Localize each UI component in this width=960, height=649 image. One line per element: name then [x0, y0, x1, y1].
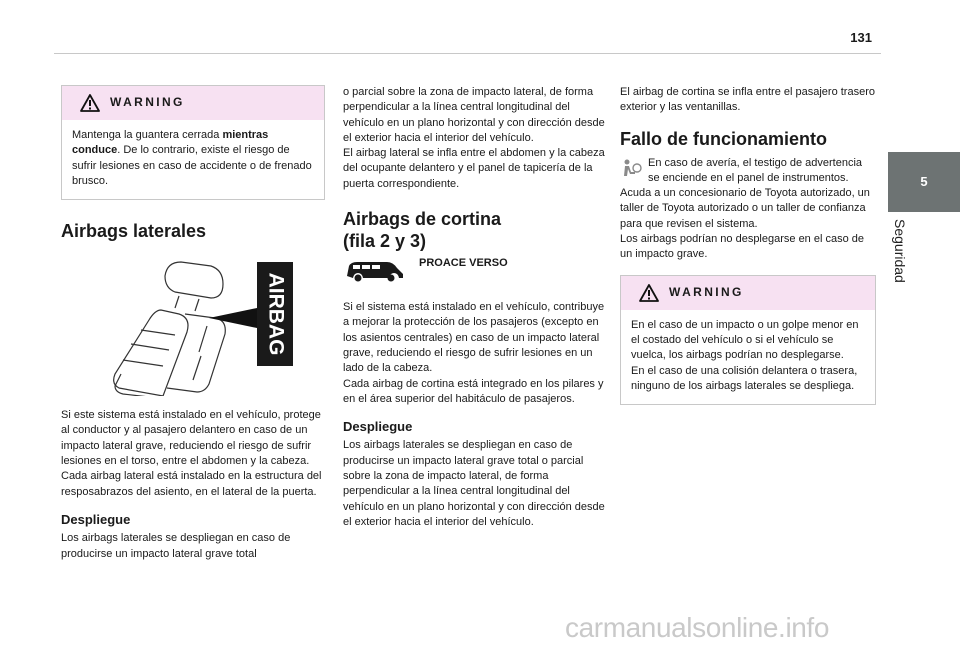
paragraph: Si este sistema está instalado en el vehículo, protege al conductor y al pasajero delantero en caso de un impacto lateral grave, reduciendo el riesgo de sufrir lesiones en el torso, entre el abdomen y la cabeza.: [61, 409, 321, 468]
warning-header: [62, 86, 324, 120]
warning-icon: [639, 284, 659, 302]
paragraph: En el caso de una colisión delantera o trasera, ninguno de los airbags laterales se despliega.: [631, 364, 858, 392]
warning-text-bold: mientras conduce: [72, 129, 269, 157]
column-3: [620, 85, 876, 405]
paragraph: Cada airbag lateral está instalado en la estructura del resposabrazos del asiento, en el lateral de la puerta.: [61, 470, 322, 498]
model-row: [343, 258, 605, 284]
warning-header: [621, 276, 875, 310]
column-2: [343, 85, 605, 530]
column-1: [61, 85, 325, 562]
warning-title: WARNING: [669, 285, 744, 300]
subheading: Despliegue: [343, 419, 413, 435]
header-rule: [54, 53, 881, 54]
paragraph: Los airbags laterales se despliegan en caso de producirse un impacto lateral grave total: [61, 532, 291, 560]
airbag-label: AIRBAG: [264, 272, 288, 356]
seat-airbag-illustration: [61, 256, 311, 396]
van-icon: [343, 258, 407, 284]
warning-icon: [80, 94, 100, 112]
malfunction-block: [620, 156, 876, 232]
section-heading: Fallo de funcionamiento: [620, 128, 828, 149]
section-heading: [343, 208, 605, 252]
warning-box: [620, 275, 876, 405]
paragraph: En caso de avería, el testigo de advertencia se enciende en el panel de instrumentos. Acuda a un concesionario de Toyota autorizado, un taller de Toyota autorizado o un taller de confianza para que revisen el sistema.: [620, 156, 870, 230]
paragraph: Cada airbag de cortina está integrado en los pilares y en el área superior del habitáculo de pasajeros.: [343, 377, 604, 405]
section-tab[interactable]: 5: [888, 152, 960, 212]
warning-text: [621, 310, 875, 404]
warning-text: [62, 120, 324, 199]
subheading: Despliegue: [61, 511, 131, 527]
paragraph: Los airbags laterales se despliegan en caso de producirse un impacto lateral grave total o parcial sobre la zona de impacto lateral, de forma perpendicular a la línea central longitudinal del vehículo en un plano horizontal y con dirección desde el exterior hacia el interior del vehículo.: [343, 439, 605, 528]
heading-line-2: (fila 2 y 3): [343, 231, 427, 252]
airbag-warning-light-icon: [620, 158, 642, 180]
section-label: Seguridad: [892, 219, 908, 283]
paragraph: En el caso de un impacto o un golpe menor en el costado del vehículo o si el vehículo se vuelca, los airbags podrían no desplegarse.: [631, 318, 859, 362]
paragraph: El airbag de cortina se infla entre el pasajero trasero exterior y las ventanillas.: [620, 86, 875, 114]
paragraph: Los airbags podrían no desplegarse en el caso de un impacto grave.: [620, 233, 865, 261]
watermark: carmanualsonline.info: [565, 612, 829, 643]
section-heading: Airbags laterales: [61, 221, 207, 242]
warning-title: WARNING: [110, 95, 185, 110]
paragraph: El airbag lateral se infla entre el abdomen y la cabeza del ocupante delantero y el panel de tapicería de la puerta correspondiente.: [343, 147, 605, 190]
model-label: PROACE VERSO: [419, 257, 508, 270]
warning-box: [61, 85, 325, 200]
paragraph: o parcial sobre la zona de impacto lateral, de forma perpendicular a la línea central longitudinal del vehículo en un plano horizontal y con dirección desde el exterior hacia el interior del vehículo.: [343, 86, 605, 144]
warning-text-post: . De lo contrario, existe el riesgo de sufrir lesiones en caso de accidente o de frenado brusco.: [72, 144, 312, 187]
warning-text-pre: Mantenga la guantera cerrada: [72, 129, 223, 141]
page-number: 131: [850, 30, 872, 45]
heading-line-1: Airbags de cortina: [343, 209, 502, 230]
paragraph: Si el sistema está instalado en el vehículo, contribuye a mejorar la protección de los pasajeros (excepto en los asientos centrales) en caso de un impacto lateral grave, reduciendo el riesgo de sufrir lesiones en un lado de la cabeza.: [343, 301, 605, 375]
airbag-pointer-icon: [209, 308, 257, 328]
